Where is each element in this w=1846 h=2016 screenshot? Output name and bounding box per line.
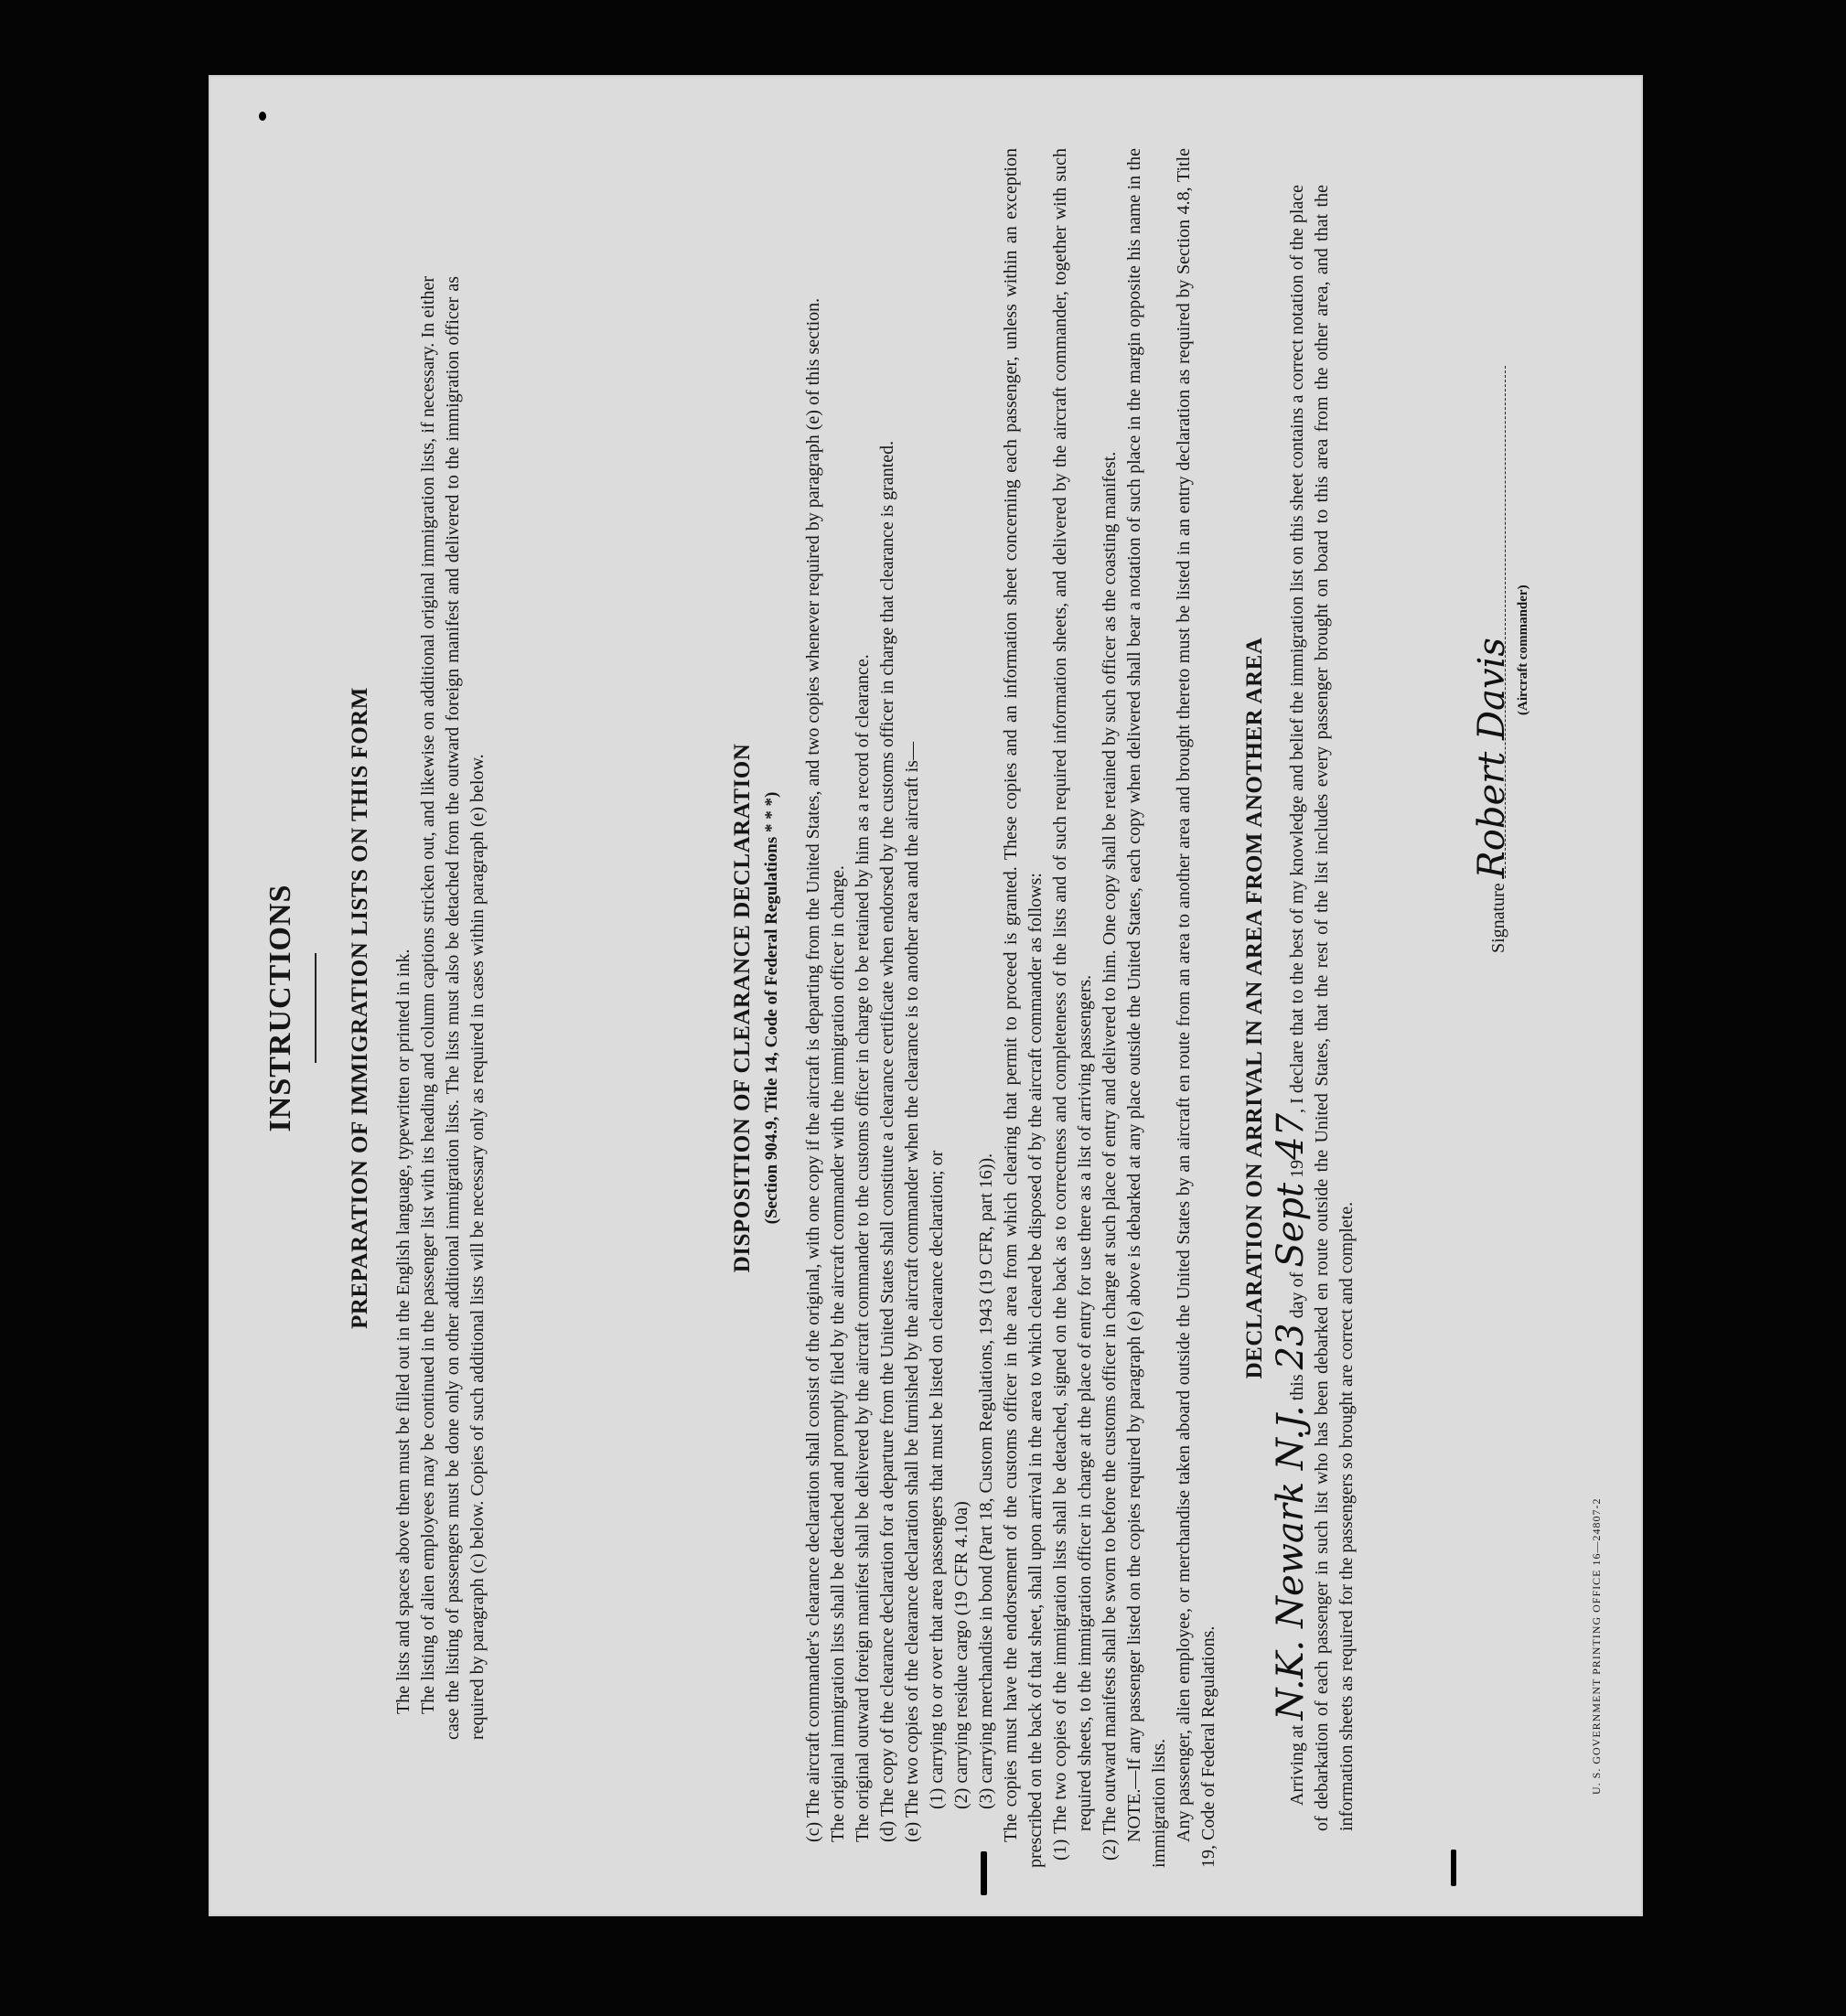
printing-office-footer: U. S. GOVERNMENT PRINTING OFFICE 16—24807-2 [1590,1497,1603,1795]
paragraph-f-2: (2) The outward manifests shall be sworn to before the customs officer in charge at such place of entry and delivered to him. One copy shall be retained by such officer as the coasting manifest. [1100,451,1120,1861]
paragraph-any: Any passenger, alien employee, or merchandise taken aboard outside the United States by an aircraft en route from an area to another area and brought thereto must be listed in an entry declaration as required by Section 4.8, Title 19, Code of Federal Regulations. [1174,148,1218,1868]
paragraph-f: The copies must have the endorsement of the customs officer in the area from which clearing that permit to proceed is granted. These copies and an information sheet concerning each passenger, unless within an exception prescribed on the back of that sheet, shall upon arrival in the area to which cleared be disposed of by the aircraft commander as follows: [1001,148,1046,1868]
signature-block [1471,221,1536,953]
prep-paragraph-1: The lists and spaces above them must be filled out in the English language, typewritten or printed in ink. [393,949,413,1714]
arrival-day-handwritten: 23 [1270,1323,1312,1370]
signature-label: Signature [1488,883,1508,953]
paragraph-e-1: (1) carrying to or over that area passengers that must be listed on clearance declaration; or [927,1150,947,1809]
title-rule [315,953,317,1063]
rotated-page-content [263,148,1603,1868]
paragraph-e: (e) The two copies of the clearance declaration shall be furnished by the aircraft commander when the clearance is to another area and the aircraft is— [902,742,922,1842]
arriving-label: Arriving at [1287,1724,1307,1806]
paragraph-c-3: The original outward foreign manifest shall be delivered by the aircraft commander to the customs officer in charge to be retained by him as a record of clearance. [853,654,873,1842]
declaration-text: , I declare that to the best of my knowledge and belief the immigration list on this sheet contains a correct notation of the place of debarkation of each passenger in such list who has been debarked en route outside the United States, that the rest of the list includes every passenger brought on board to this area from the other area, and that the information sheets as required for the passengers so brought are correct and complete. [1287,184,1357,1831]
paragraph-c: (c) The aircraft commander's clearance declaration shall consist of the original, with one copy if the aircraft is departing from the United States, and two copies whenever required by paragraph (e) of this section. [803,297,823,1842]
scan-speck [259,112,266,121]
year-prefix: 19 [1287,1159,1307,1178]
declaration-body [1270,184,1359,1831]
arrival-year-handwritten: 47 [1270,1112,1312,1160]
preparation-heading: PREPARATION OF IMMIGRATION LISTS ON THIS FORM [348,687,372,1329]
paragraph-e-3: (3) carrying merchandise in bond (Part 18, Custom Regulations, 1943 (19 CFR, part 16)). [976,1153,996,1809]
paragraph-e-2: (2) carrying residue cargo (19 CFR 4.10a) [951,1501,971,1809]
disposition-body [801,148,1221,1868]
signature-caption: (Aircraft commander) [1516,584,1530,715]
arrival-place-handwritten: N.K. Newark N.J. [1270,1405,1312,1721]
day-of-label: day of [1287,1271,1307,1319]
instructions-title: INSTRUCTIONS [263,884,297,1132]
declaration-heading: DECLARATION ON ARRIVAL IN AN AREA FROM ANOTHER AREA [1242,637,1267,1379]
disposition-heading: DISPOSITION OF CLEARANCE DECLARATION [730,743,755,1273]
prep-paragraph-2: The listing of alien employees may be continued in the passenger list with its heading and column captions stricken out, and likewise on additional original immigration lists, if necessary. In either case the listing of passengers must be done only on other additional immigration lists. The lists must also be detached from the outward foreign manifest and delivered to the immigration officer as required by paragraph (c) below. Copies of such additional lists will be necessary only as required in cases within paragraph (e) below. [418,276,488,1740]
preparation-body [392,276,490,1740]
arrival-month-handwritten: Sept [1270,1182,1312,1268]
signature-handwritten: Robert Davis [1480,366,1506,878]
paragraph-note: NOTE.—If any passenger listed on the copies required by paragraph (e) above is debarked at any place outside the United States, each copy when delivered shall bear a notation of such place in the margin opposite his name in the immigration lists. [1124,148,1169,1868]
paragraph-f-1: (1) The two copies of the immigration lists shall be detached, signed on the back as to correctness and completeness of the lists and of such required information sheets, and delivered by the aircraft commander, together with such required sheets, to the immigration officer in charge at the place of entry for use there as a list of arriving passengers. [1050,148,1095,1861]
paragraph-d: (d) The copy of the clearance declaration for a departure from the United States shall constitute a clearance certificate when endorsed by the customs officer in charge that clearance is granted. [877,440,897,1842]
disposition-section-ref: (Section 904.9, Title 14, Code of Federal Regulations * * *) [762,791,781,1225]
this-label: this [1287,1374,1307,1401]
paragraph-c-2: The original immigration lists shall be detached and promptly filed by the aircraft commander with the immigration officer in charge. [828,865,848,1842]
